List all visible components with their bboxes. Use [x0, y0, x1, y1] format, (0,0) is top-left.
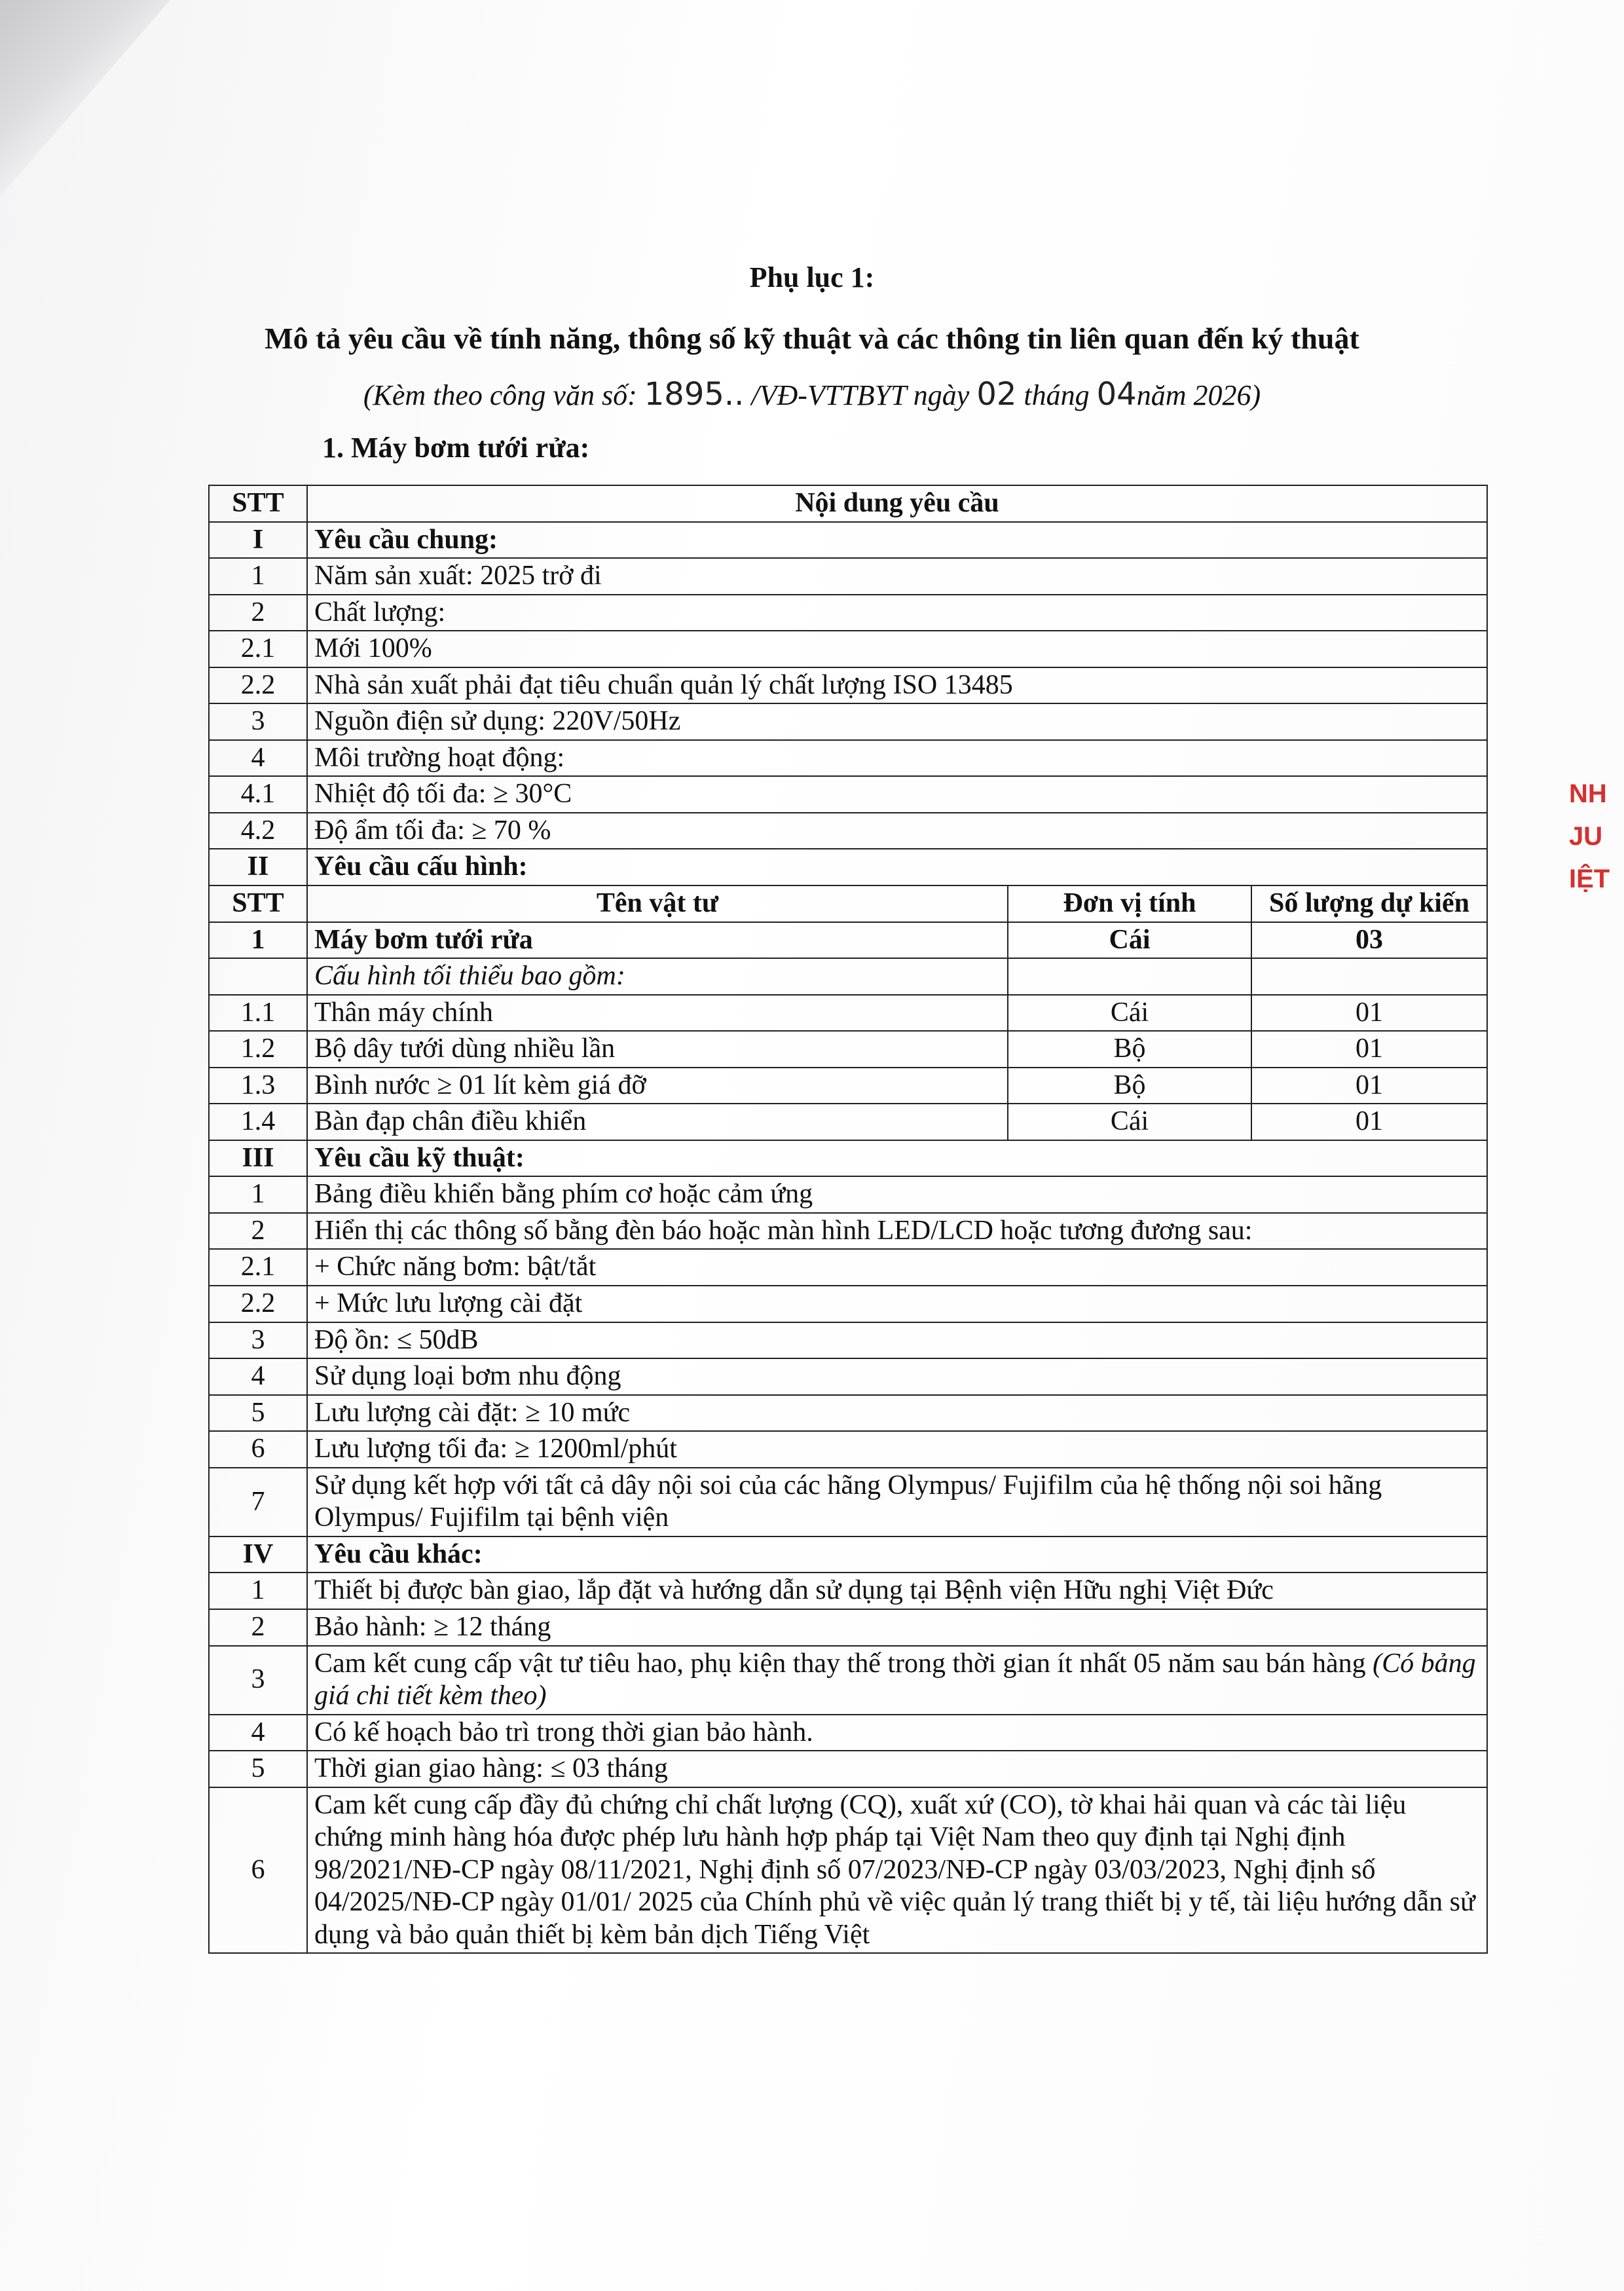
- row-qty: 01: [1251, 995, 1487, 1032]
- ref-year: năm 2026): [1136, 379, 1261, 411]
- row-content: + Chức năng bơm: bật/tắt: [307, 1249, 1487, 1286]
- table-row: [209, 1715, 1487, 1751]
- row-name: Máy bơm tưới rửa: [307, 922, 1008, 959]
- row-content: Bảo hành: ≥ 12 tháng: [307, 1609, 1487, 1646]
- group-num: I: [209, 522, 307, 559]
- row-unit: Cái: [1008, 995, 1251, 1032]
- stamp-text: NH: [1569, 779, 1607, 808]
- config-header-row: [209, 885, 1487, 922]
- table-row: [209, 1646, 1487, 1715]
- group-title: Yêu cầu cấu hình:: [307, 849, 1487, 885]
- row-stt: 1: [209, 922, 307, 959]
- row-stt: 3: [209, 1646, 307, 1715]
- table-row: [209, 1468, 1487, 1537]
- stamp-text: IỆT: [1569, 865, 1610, 893]
- row-stt: 2.1: [209, 1249, 307, 1286]
- row-stt: 4.2: [209, 813, 307, 849]
- group-row: [209, 1140, 1487, 1177]
- group-num: III: [209, 1140, 307, 1177]
- row-stt: 1.4: [209, 1104, 307, 1140]
- row-note: Cấu hình tối thiểu bao gồm:: [307, 958, 1008, 995]
- row-unit: Bộ: [1008, 1031, 1251, 1068]
- config-item-row: [209, 1104, 1487, 1140]
- row-content-text: Cam kết cung cấp vật tư tiêu hao, phụ kiện thay thế trong thời gian ít nhất 05 năm sau bán hàng: [314, 1648, 1373, 1679]
- table-row: [209, 558, 1487, 595]
- appendix-subtitle: Mô tả yêu cầu về tính năng, thông số kỹ thuật và các thông tin liên quan đến ký thuật: [265, 322, 1359, 355]
- ref-number-handwritten: 1895..: [644, 376, 745, 413]
- header-stt: STT: [209, 485, 307, 522]
- row-stt: 6: [209, 1431, 307, 1468]
- ref-month-handwritten: 04: [1096, 376, 1137, 413]
- row-content: Mới 100%: [307, 631, 1487, 667]
- row-name: Bình nước ≥ 01 lít kèm giá đỡ: [307, 1068, 1008, 1104]
- config-header-name: Tên vật tư: [307, 885, 1008, 922]
- table-row: [209, 1213, 1487, 1250]
- row-content: Môi trường hoạt động:: [307, 740, 1487, 777]
- row-stt: 5: [209, 1395, 307, 1432]
- row-content: Sử dụng loại bơm nhu động: [307, 1358, 1487, 1395]
- row-name: Thân máy chính: [307, 995, 1008, 1032]
- row-content: Nhà sản xuất phải đạt tiêu chuẩn quản lý chất lượng ISO 13485: [307, 667, 1487, 704]
- row-qty: 01: [1251, 1031, 1487, 1068]
- table-row: [209, 1395, 1487, 1432]
- row-name: Bộ dây tưới dùng nhiều lần: [307, 1031, 1008, 1068]
- row-content: Nguồn điện sử dụng: 220V/50Hz: [307, 703, 1487, 740]
- group-num: II: [209, 849, 307, 885]
- table-row: [209, 703, 1487, 740]
- row-stt: 7: [209, 1468, 307, 1537]
- row-content: Lưu lượng cài đặt: ≥ 10 mức: [307, 1395, 1487, 1432]
- row-content: Sử dụng kết hợp với tất cả dây nội soi của các hãng Olympus/ Fujifilm của hệ thống nội soi hãng Olympus/ Fujifilm tại bệnh viện: [307, 1468, 1487, 1537]
- table-row: [209, 1176, 1487, 1213]
- row-stt: 2.1: [209, 631, 307, 667]
- row-content: Độ ẩm tối đa: ≥ 70 %: [307, 813, 1487, 849]
- red-stamp-fragment: [1552, 681, 1624, 1100]
- row-content: Hiển thị các thông số bằng đèn báo hoặc màn hình LED/LCD hoặc tương đương sau:: [307, 1213, 1487, 1250]
- row-stt: 1.1: [209, 995, 307, 1032]
- table-row: [209, 776, 1487, 813]
- row-content: [307, 1646, 1487, 1715]
- row-stt: 2: [209, 595, 307, 631]
- spec-table: [208, 485, 1488, 1954]
- group-title: Yêu cầu khác:: [307, 1537, 1487, 1573]
- row-content-note: (Có bảng giá chi tiết kèm theo): [314, 1648, 1476, 1711]
- header-content: Nội dung yêu cầu: [307, 485, 1487, 522]
- row-content: Nhiệt độ tối đa: ≥ 30°C: [307, 776, 1487, 813]
- table-row: [209, 1787, 1487, 1954]
- section-title: 1. Máy bơm tưới rửa:: [322, 432, 590, 464]
- ref-mid: /VĐ-VTTBYT ngày: [744, 379, 977, 411]
- table-row: [209, 667, 1487, 704]
- row-unit: Bộ: [1008, 1068, 1251, 1104]
- row-stt: 4: [209, 1715, 307, 1751]
- row-stt: 4: [209, 740, 307, 777]
- config-header-qty: Số lượng dự kiến: [1251, 885, 1487, 922]
- config-note-row: [209, 958, 1487, 995]
- table-row: [209, 1609, 1487, 1646]
- row-content: Thiết bị được bàn giao, lắp đặt và hướng dẫn sử dụng tại Bệnh viện Hữu nghị Việt Đức: [307, 1573, 1487, 1609]
- reference-line: [0, 376, 1624, 413]
- row-stt: 2.2: [209, 667, 307, 704]
- row-stt: 5: [209, 1751, 307, 1787]
- row-stt: 4: [209, 1358, 307, 1395]
- row-stt: [209, 958, 307, 995]
- ref-month-label: tháng: [1016, 379, 1097, 411]
- row-qty: [1251, 958, 1487, 995]
- ref-prefix: (Kèm theo công văn số:: [363, 379, 644, 411]
- row-content: Cam kết cung cấp đầy đủ chứng chỉ chất lượng (CQ), xuất xứ (CO), tờ khai hải quan và các tài liệu chứng minh hàng hóa được phép lưu hành hợp pháp tại Việt Nam theo quy định tại Nghị định 98/2021/NĐ-CP ngày 08/11/2021, Nghị định số 07/2023/NĐ-CP ngày 03/03/2023, Nghị định số 04/2025/NĐ-CP ngày 01/01/ 2025 của Chính phủ về việc quản lý trang thiết bị y tế, tài liệu hướng dẫn sử dụng và bảo quản thiết bị kèm bản dịch Tiếng Việt: [307, 1787, 1487, 1954]
- row-unit: Cái: [1008, 922, 1251, 959]
- table-row: [209, 740, 1487, 777]
- table-row: [209, 1573, 1487, 1609]
- page-fold: [0, 0, 170, 196]
- row-stt: 2: [209, 1609, 307, 1646]
- stamp-text: JU: [1569, 822, 1603, 851]
- row-stt: 4.1: [209, 776, 307, 813]
- row-content: Năm sản xuất: 2025 trở đi: [307, 558, 1487, 595]
- config-header-unit: Đơn vị tính: [1008, 885, 1251, 922]
- table-row: [209, 1358, 1487, 1395]
- row-stt: 1.3: [209, 1068, 307, 1104]
- config-item-row: [209, 1031, 1487, 1068]
- row-stt: 3: [209, 703, 307, 740]
- row-content: Có kế hoạch bảo trì trong thời gian bảo hành.: [307, 1715, 1487, 1751]
- table-row: [209, 595, 1487, 631]
- group-row: [209, 1537, 1487, 1573]
- row-stt: 1: [209, 558, 307, 595]
- table-row: [209, 1286, 1487, 1322]
- table-row: [209, 1322, 1487, 1359]
- config-header-stt: STT: [209, 885, 307, 922]
- table-row: [209, 631, 1487, 667]
- row-stt: 6: [209, 1787, 307, 1954]
- table-row: [209, 813, 1487, 849]
- group-title: Yêu cầu chung:: [307, 522, 1487, 559]
- row-name: Bàn đạp chân điều khiển: [307, 1104, 1008, 1140]
- group-title: Yêu cầu kỹ thuật:: [307, 1140, 1487, 1177]
- row-stt: 1: [209, 1176, 307, 1213]
- group-row: [209, 522, 1487, 559]
- config-item-row: [209, 1068, 1487, 1104]
- row-qty: 03: [1251, 922, 1487, 959]
- appendix-title: Phụ lục 1:: [749, 261, 875, 293]
- row-content: Thời gian giao hàng: ≤ 03 tháng: [307, 1751, 1487, 1787]
- row-stt: 2: [209, 1213, 307, 1250]
- row-stt: 3: [209, 1322, 307, 1359]
- config-item-row: [209, 995, 1487, 1032]
- group-row: [209, 849, 1487, 885]
- table-row: [209, 1431, 1487, 1468]
- row-unit: Cái: [1008, 1104, 1251, 1140]
- ref-day-handwritten: 02: [976, 376, 1017, 413]
- row-qty: 01: [1251, 1104, 1487, 1140]
- row-content: Chất lượng:: [307, 595, 1487, 631]
- row-content: Độ ồn: ≤ 50dB: [307, 1322, 1487, 1359]
- row-stt: 1.2: [209, 1031, 307, 1068]
- table-row: [209, 1751, 1487, 1787]
- row-content: Bảng điều khiển bằng phím cơ hoặc cảm ứng: [307, 1176, 1487, 1213]
- row-content: + Mức lưu lượng cài đặt: [307, 1286, 1487, 1322]
- group-num: IV: [209, 1537, 307, 1573]
- table-row: [209, 1249, 1487, 1286]
- row-content: Lưu lượng tối đa: ≥ 1200ml/phút: [307, 1431, 1487, 1468]
- table-header-row: [209, 485, 1487, 522]
- row-stt: 1: [209, 1573, 307, 1609]
- config-main-row: [209, 922, 1487, 959]
- row-stt: 2.2: [209, 1286, 307, 1322]
- row-qty: 01: [1251, 1068, 1487, 1104]
- row-unit: [1008, 958, 1251, 995]
